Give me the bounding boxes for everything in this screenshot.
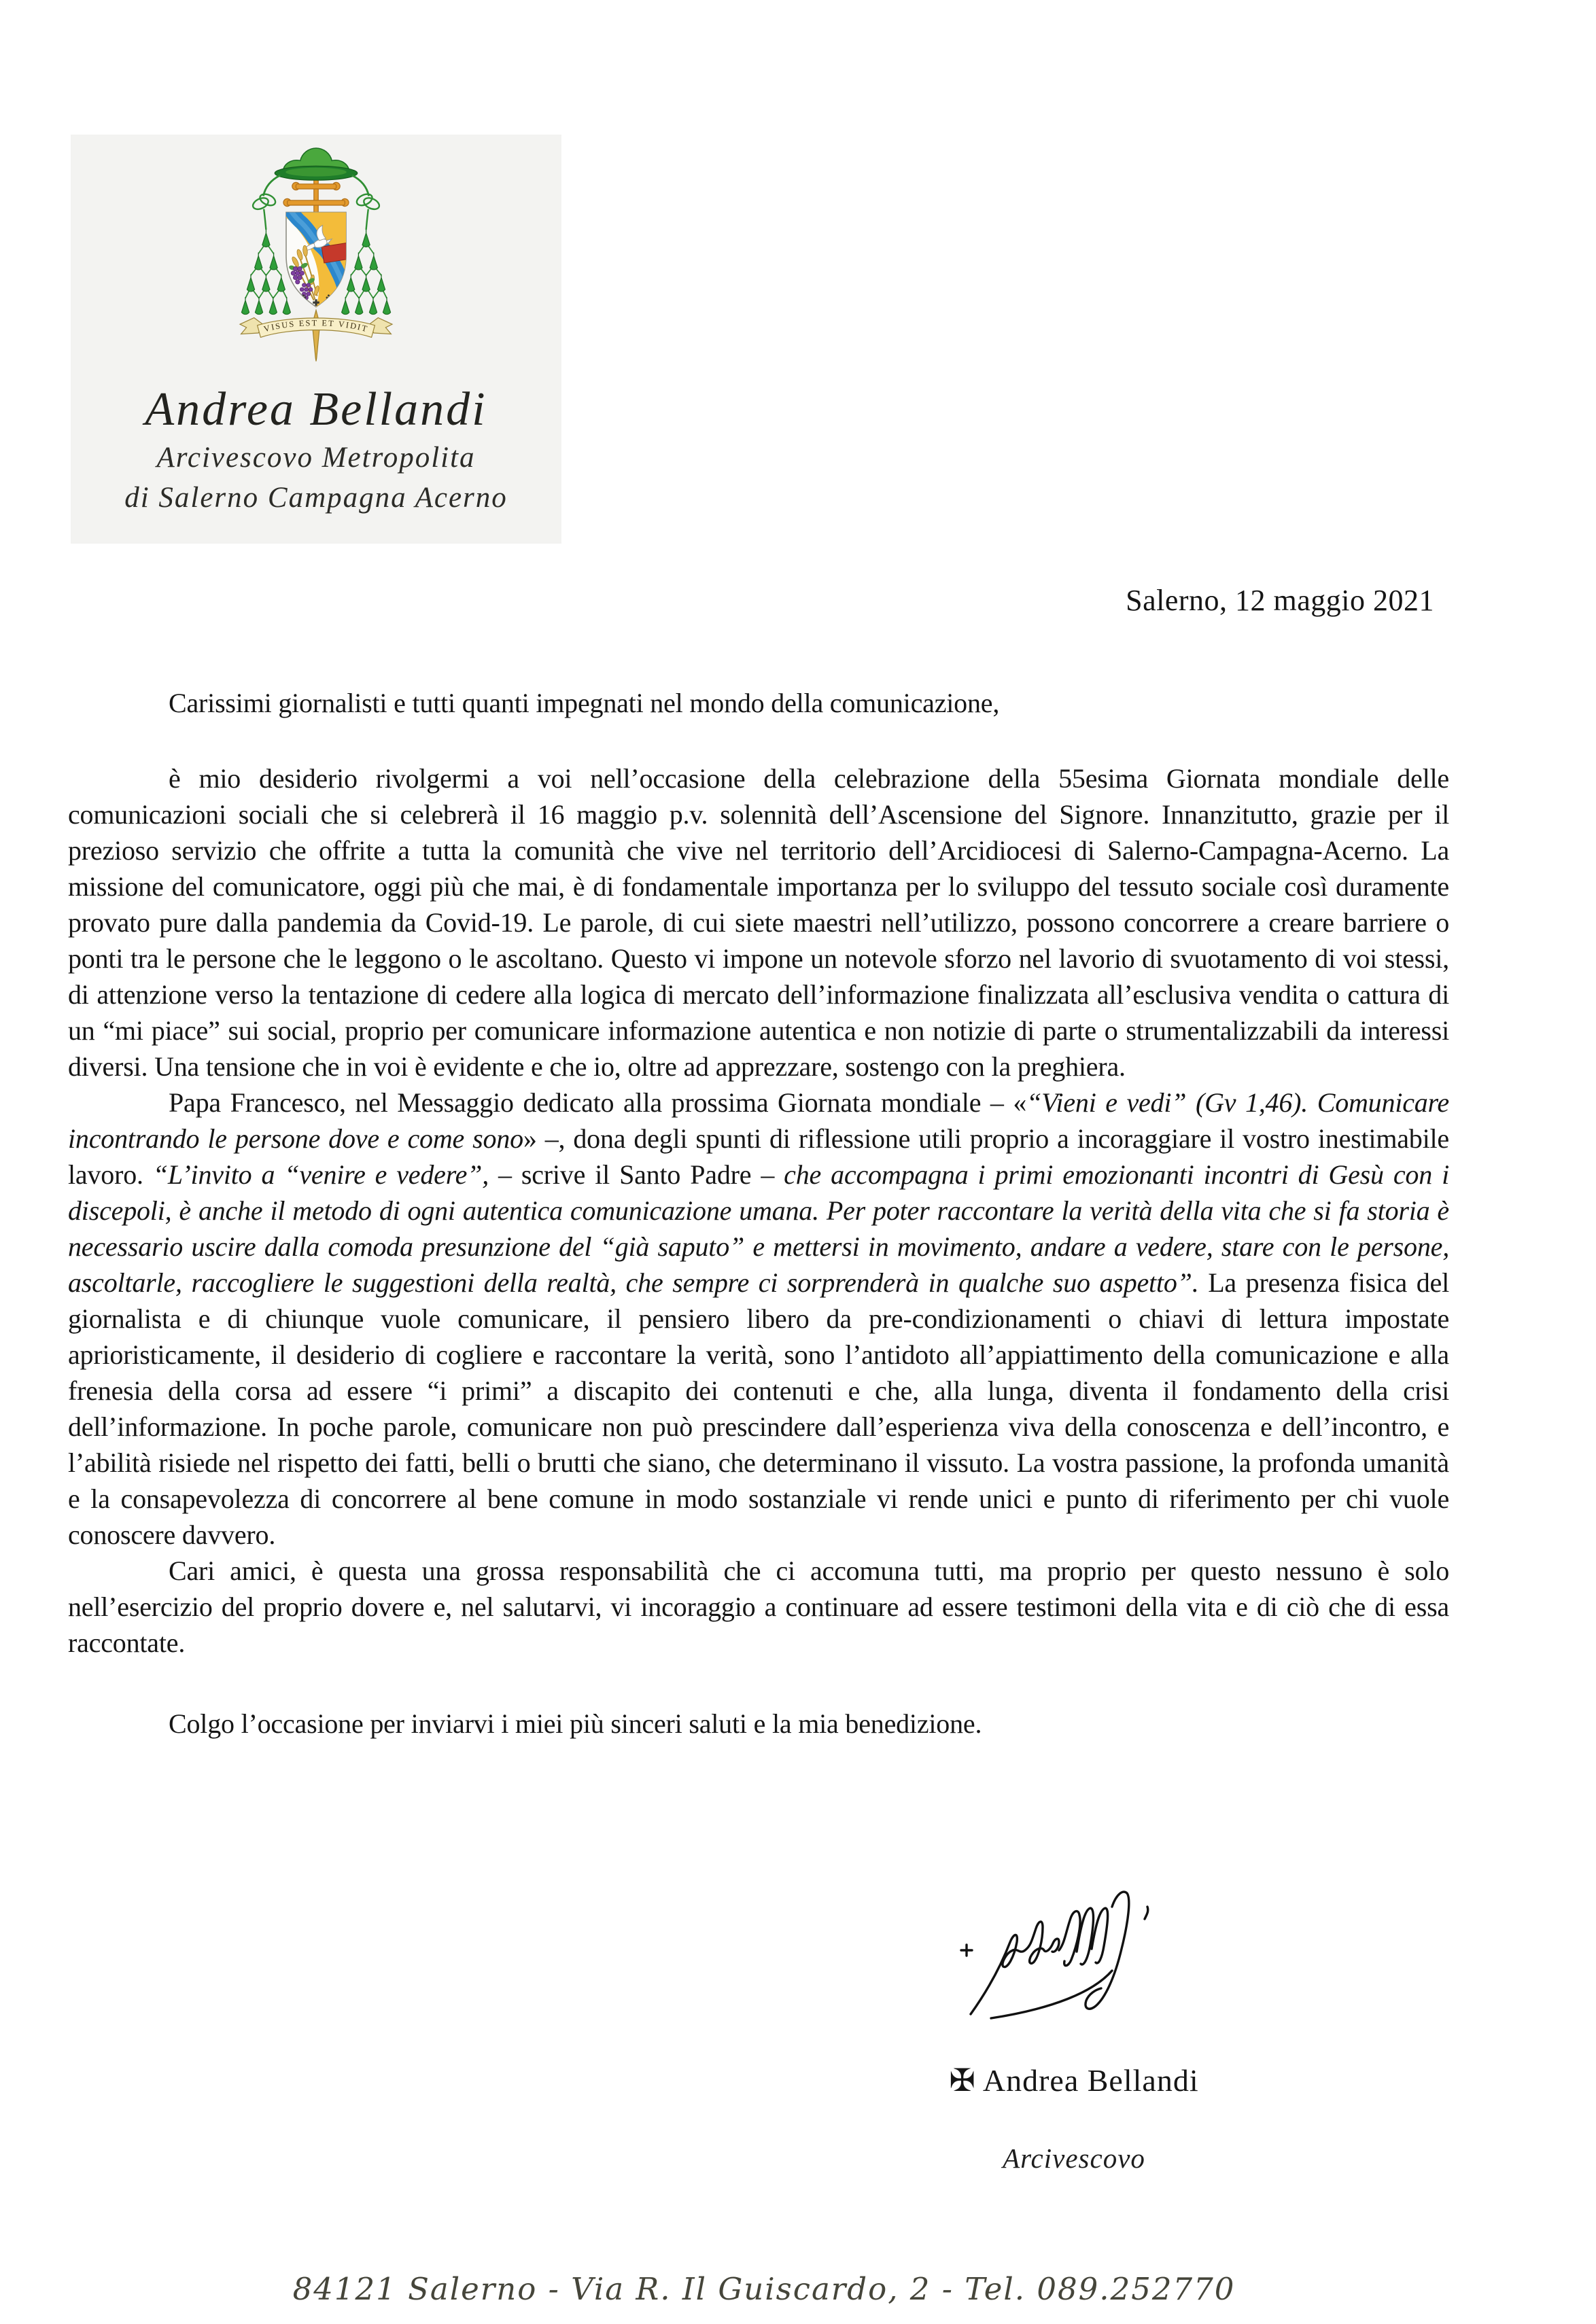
letterhead-title-1: Arcivescovo Metropolita [156, 441, 476, 474]
coat-of-arms-graphic [235, 143, 398, 371]
letterhead-title-2: di Salerno Campagna Acerno [124, 482, 508, 514]
signatory-name: ✠ Andrea Bellandi [949, 2063, 1199, 2098]
date-line: Salerno, 12 maggio 2021 [1126, 584, 1434, 617]
letterhead-name: Andrea Bellandi [145, 383, 487, 436]
text-segment: – scrive il Santo Padre – [489, 1159, 784, 1190]
body-paragraph-1 [68, 760, 1449, 1085]
text-segment: Cari amici, è questa una grossa responsabilità che ci accomuna tutti, ma proprio per questo nessuno è solo nell’esercizio del proprio dovere e, nel salutarvi, vi incoraggio a continuare ad essere testimoni della vita e di ciò che di essa raccontate. [68, 1555, 1449, 1658]
text-segment: “L’invito a “venire e vedere”, [152, 1159, 489, 1190]
closing-line [68, 1706, 1449, 1742]
text-segment: “Vieni e vedi” (Gv 1,46). Comunicare incontrando le persone dove e come sono [68, 1087, 1449, 1154]
body-paragraph-3 [68, 1553, 1449, 1661]
body-paragraph-2 [68, 1085, 1449, 1553]
text-segment: Colgo l’occasione per inviarvi i miei più sinceri saluti e la mia benedizione. [169, 1708, 982, 1739]
shield-fields [286, 208, 350, 315]
signatory-role: Arcivescovo [1003, 2143, 1145, 2174]
text-segment: Carissimi giornalisti e tutti quanti impegnati nel mondo della comunicazione, [169, 688, 1000, 718]
letter-body [68, 685, 1449, 1742]
letterhead [71, 135, 561, 544]
galero-hat-icon [275, 148, 358, 180]
signature-graphic [950, 1884, 1181, 2026]
text-segment: Papa Francesco, nel Messaggio dedicato alla prossima Giornata mondiale – « [169, 1087, 1027, 1118]
text-segment: che accompagna i primi emozionanti incontri di Gesù con i discepoli, è anche il metodo di ogni autentica comunicazione umana. Per poter raccontare la verità della vita che si fa storia è necessario uscire dalla comoda presunzione del “già saputo” e mettersi in movimento, andare a vedere, stare con le persone, ascoltarle, raccogliere le suggestioni della realtà, che sempre ci sorprenderà in qualche suo aspetto”. [68, 1159, 1449, 1298]
text-segment: è mio desiderio rivolgermi a voi nell’occasione della celebrazione della 55esima Giornata mondiale delle comunicazioni sociali che si celebrerà il 16 maggio p.v. solennità dell’Ascensione del Signore. Innanzitutto, grazie per il prezioso servizio che offrite a tutta la comunità che vive nel territorio dell’Arcidiocesi di Salerno-Campagna-Acerno. La missione del comunicatore, oggi più che mai, è di fondamentale importanza per lo sviluppo del tessuto sociale così duramente provato pure dalla pandemia da Covid-19. Le parole, di cui siete maestri nell’utilizzo, possono concorrere a creare barriere o ponti tra le persone che le leggono o le ascoltano. Questo vi impone un notevole sforzo nel lavorio di svuotamento di voi stessi, di attenzione verso la tentazione di cedere alla logica di mercato dell’informazione finalizzata all’esclusiva vendita o cattura di un “mi piace” sui social, proprio per comunicare informazione autentica e non notizie di parte o strumentalizzabili da interessi diversi. Una tensione che in voi è evidente e che io, oltre ad apprezzare, sostengo con la preghiera. [68, 763, 1449, 1082]
salutation [68, 685, 1449, 721]
text-segment: La presenza fisica del giornalista e di chiunque vuole comunicare, il pensiero libero da pre-condizionamenti o chiavi di lettura impostate aprioristicamente, il desiderio di cogliere e raccontare la verità, sono l’antidoto all’appiattimento della comunicazione e alla frenesia della corsa ad essere “i primi” a discapito dei contenuti e che, alla lunga, diventa il fondamento della crisi dell’informazione. In poche parole, comunicare non può prescindere dall’esperienza viva della conoscenza e dell’incontro, e l’abilità risiede nel rispetto dei fatti, belli o brutti che siano, che determinano il vissuto. La vostra passione, la profonda umanità e la consapevolezza di concorrere al bene comune in modo sostanziale vi rende unici e punto di riferimento per chi vuole conoscere davvero. [68, 1267, 1449, 1550]
footer-address: 84121 Salerno - Via R. Il Guiscardo, 2 - Tel. 089.252770 [292, 2271, 1236, 2307]
text-segment: » –, dona degli spunti di riflessione utili proprio a incoraggiare il vostro inestimabile lavoro. [68, 1123, 1449, 1190]
motto-text: VISUS EST ET VIDIT [262, 318, 370, 334]
